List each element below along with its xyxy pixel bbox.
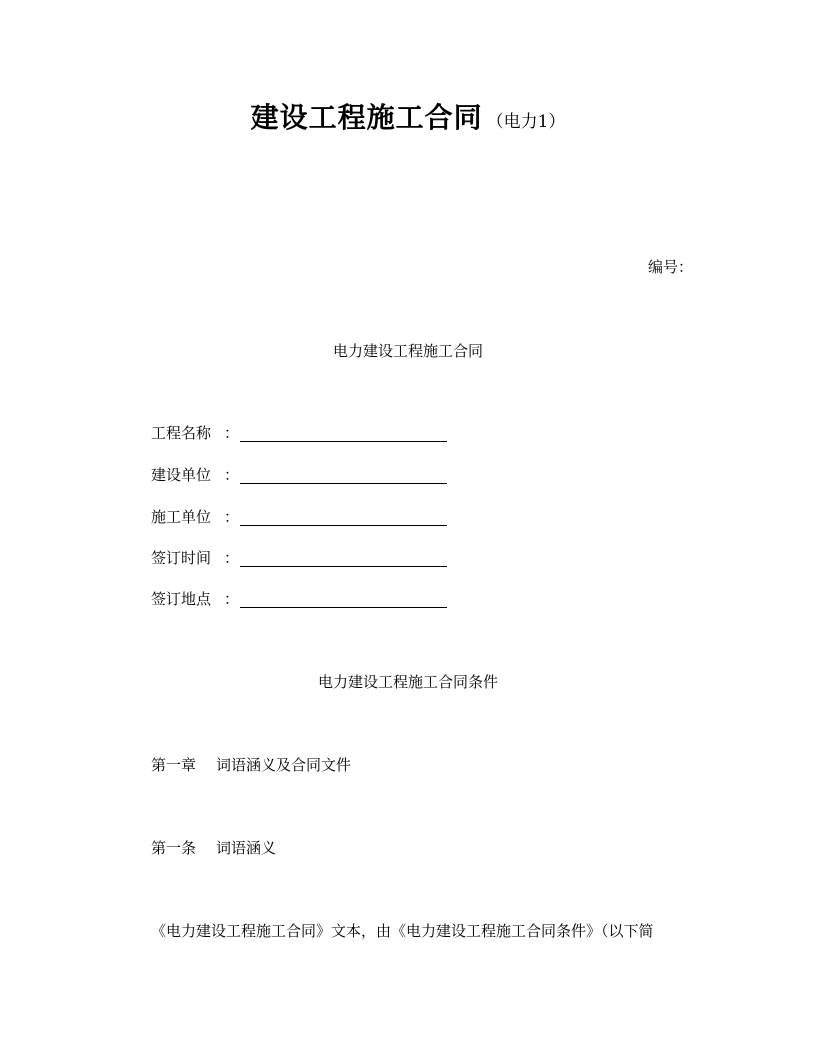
fill-in-line	[240, 525, 447, 526]
chapter-number: 第一章	[151, 756, 197, 774]
body-paragraph: 《电力建设工程施工合同》文本，由《电力建设工程施工合同条件》（以下简	[151, 922, 654, 940]
field-label: 签订地点	[151, 590, 212, 608]
title-note: （电力1）	[486, 112, 566, 132]
field-label: 工程名称	[151, 424, 212, 442]
fill-in-line	[240, 566, 447, 567]
field-label: 签订时间	[151, 549, 212, 567]
title-main: 建设工程施工合同	[250, 101, 483, 134]
article-heading	[151, 837, 276, 858]
conditions-heading: 电力建设工程施工合同条件	[317, 673, 498, 691]
article-title: 词语涵义	[216, 839, 277, 857]
field-colon: ：	[224, 466, 240, 484]
chapter-title: 词语涵义及合同文件	[216, 756, 352, 774]
chapter-heading	[151, 754, 351, 775]
article-number: 第一条	[151, 839, 197, 857]
field-colon: ：	[224, 590, 240, 608]
document-title	[0, 96, 816, 136]
field-label: 建设单位	[151, 466, 212, 484]
field-colon: ：	[224, 424, 240, 442]
fill-in-line	[240, 607, 447, 608]
fill-in-line	[240, 483, 447, 484]
fill-in-line	[240, 441, 447, 442]
field-colon: ：	[224, 549, 240, 567]
contract-heading: 电力建设工程施工合同	[332, 342, 483, 360]
field-label: 施工单位	[151, 508, 212, 526]
field-colon: ：	[224, 508, 240, 526]
serial-number-label: 编号：	[648, 258, 694, 276]
